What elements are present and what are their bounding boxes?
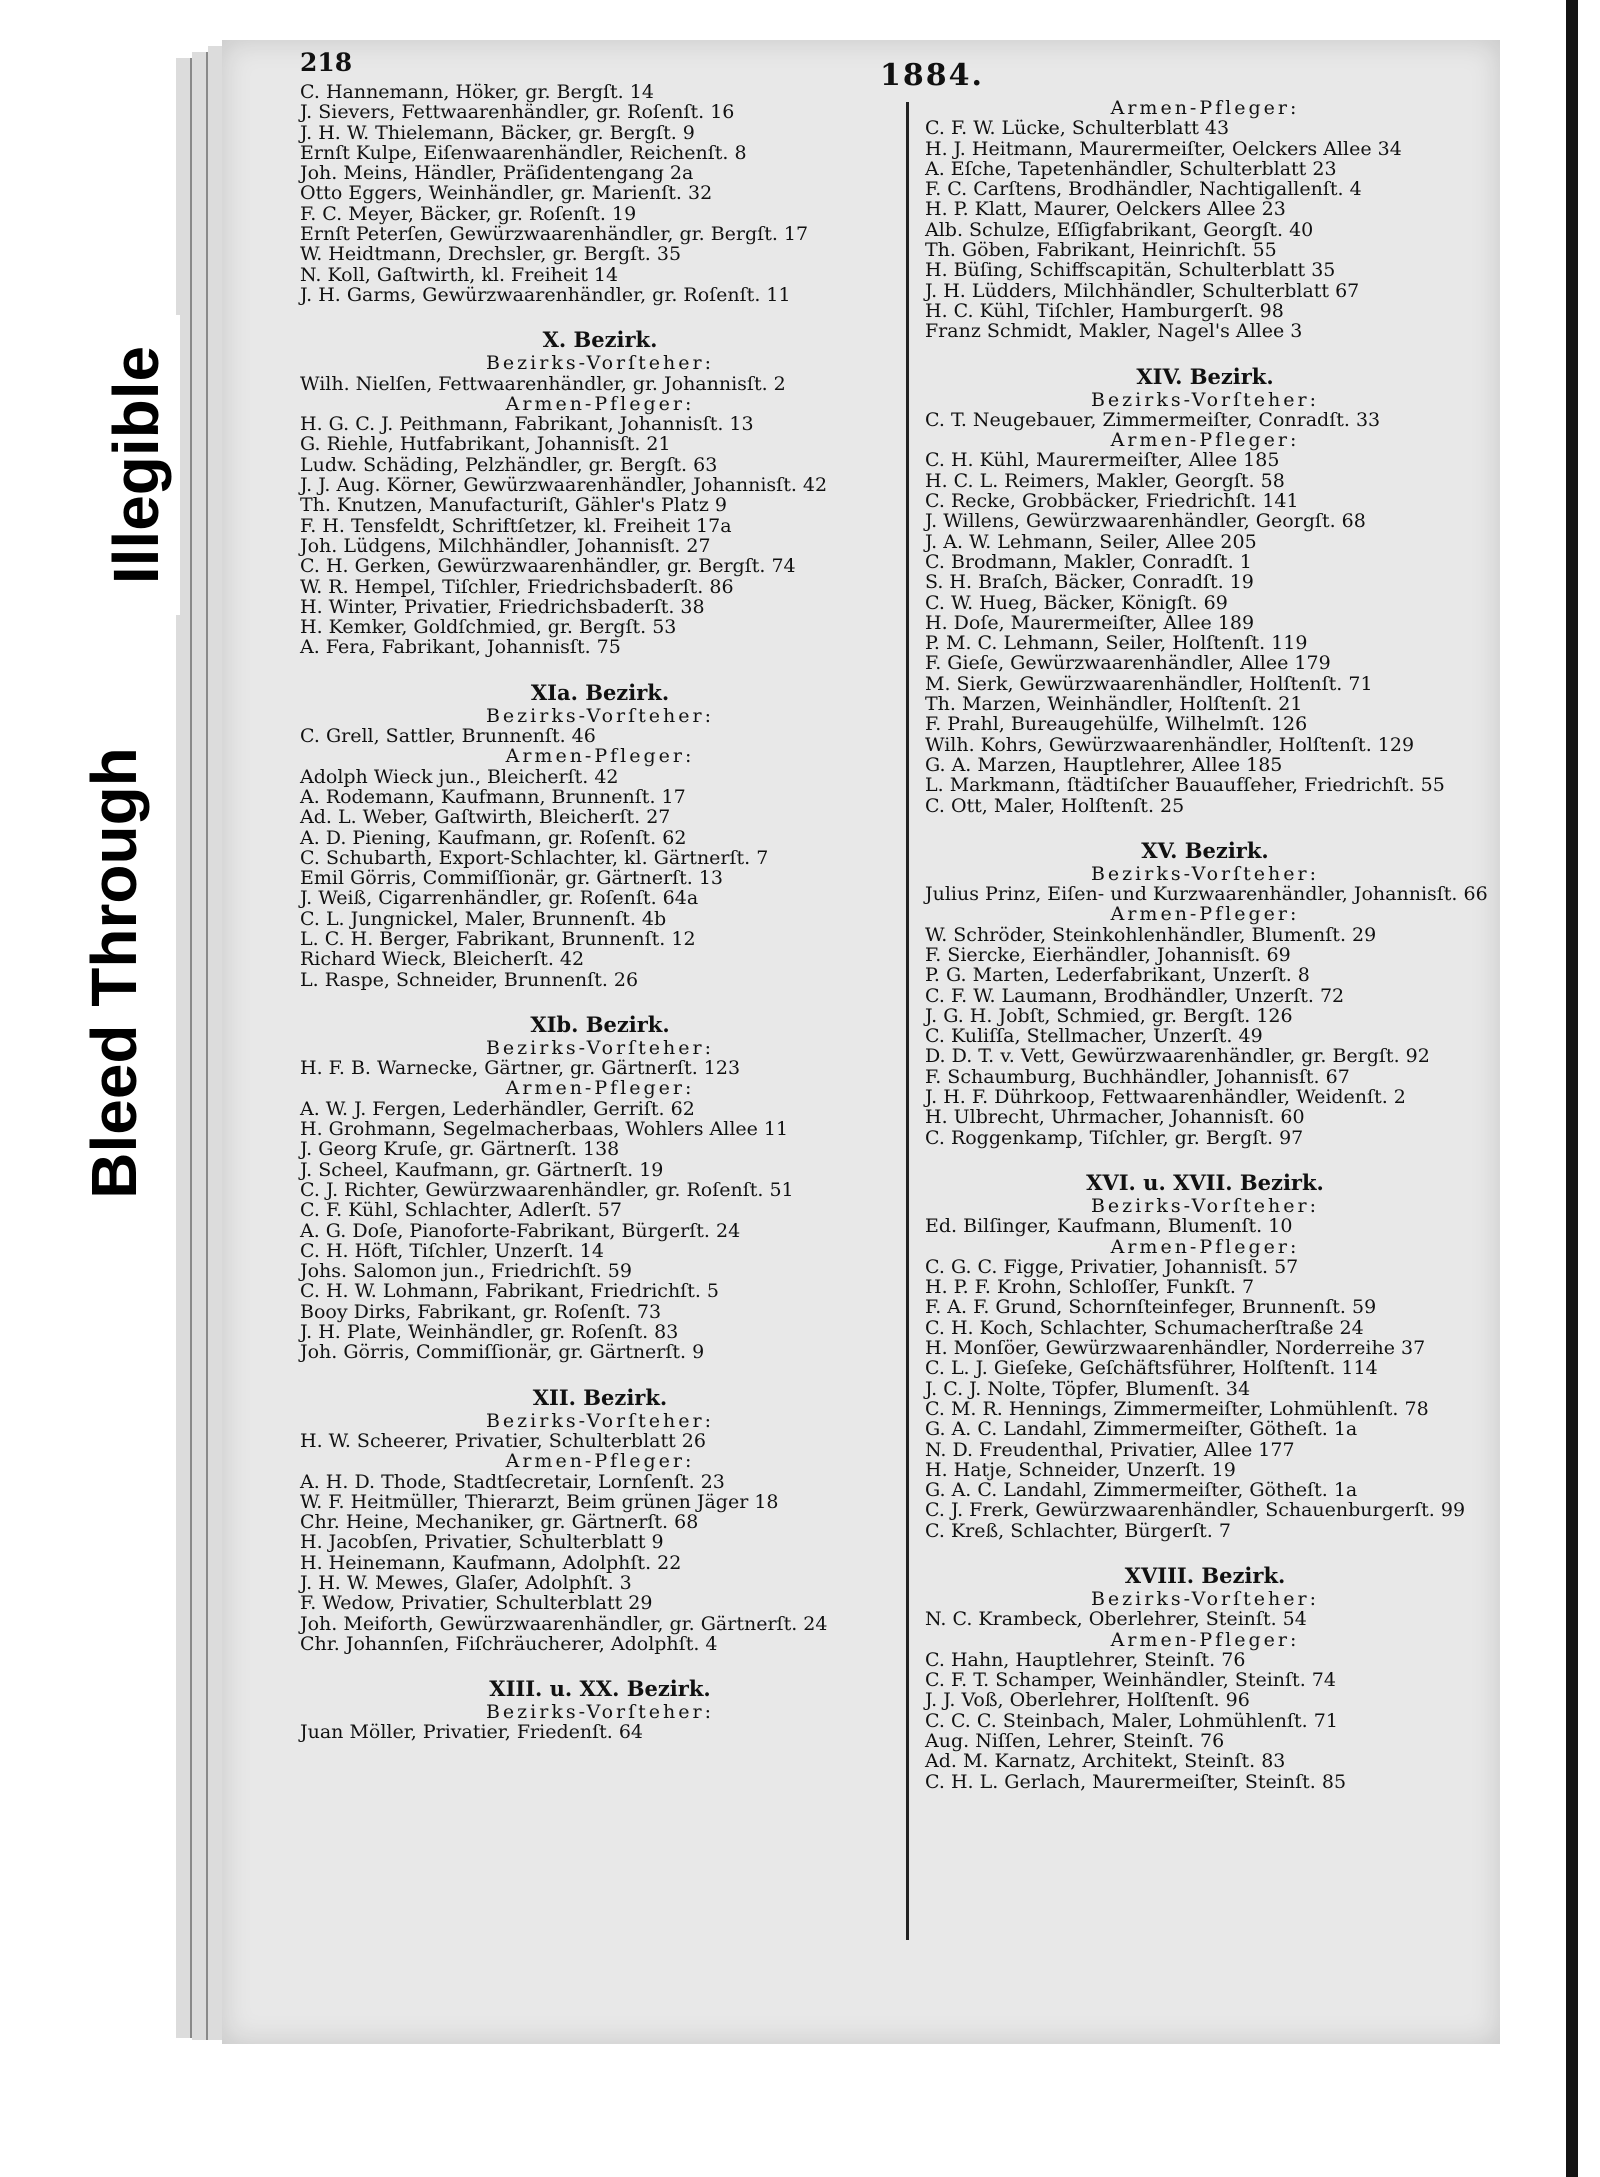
directory-entry: J. Weiß, Cigarrenhändler, gr. Roſenſt. 64a xyxy=(300,887,699,910)
section-spacer xyxy=(925,816,1485,838)
directory-entry: H. Heinemann, Kaufmann, Adolphſt. 22 xyxy=(300,1551,682,1574)
directory-entry: D. D. T. v. Vett, Gewürzwaarenhändler, gr. Bergſt. 92 xyxy=(925,1045,1430,1068)
directory-entry: H. W. Scheerer, Privatier, Schulterblatt 26 xyxy=(300,1429,706,1452)
directory-entry: Th. Knutzen, Manufacturiſt, Gähler's Platz 9 xyxy=(300,494,728,517)
directory-entry: C. L. J. Gieſeke, Geſchäftsführer, Holſtenſt. 114 xyxy=(925,1357,1378,1380)
directory-entry: G. A. C. Landahl, Zimmermeiſter, Götheſt. 1a xyxy=(925,1418,1358,1441)
directory-entry: F. H. Tensfeldt, Schriftſetzer, kl. Freiheit 17a xyxy=(300,514,732,537)
role-heading: Bezirks-Vorſteher: xyxy=(1090,1588,1320,1610)
directory-entry: Ed. Bilſinger, Kaufmann, Blumenſt. 10 xyxy=(925,1215,1293,1238)
directory-entry: F. C. Carſtens, Brodhändler, Nachtigallenſt. 4 xyxy=(925,178,1362,201)
directory-entry: N. D. Freudenthal, Privatier, Allee 177 xyxy=(925,1438,1295,1461)
directory-entry: P. M. C. Lehmann, Seiler, Holſtenſt. 119 xyxy=(925,632,1308,655)
district-heading: XVIII. Bezirk. xyxy=(1124,1563,1286,1588)
directory-entry: C. J. Richter, Gewürzwaarenhändler, gr. Roſenſt. 51 xyxy=(300,1178,794,1201)
page-stack-edge xyxy=(192,52,208,2040)
directory-entry: J. J. Aug. Körner, Gewürzwaarenhändler, Johannisſt. 42 xyxy=(300,474,828,497)
directory-entry: F. Siercke, Eierhändler, Johannisſt. 69 xyxy=(925,943,1291,966)
directory-entry: J. J. Voß, Oberlehrer, Holſtenſt. 96 xyxy=(925,1689,1250,1712)
directory-entry: Richard Wieck, Bleicherſt. 42 xyxy=(300,948,585,971)
section-spacer xyxy=(925,1148,1485,1170)
column-divider xyxy=(906,102,909,1940)
directory-entry: Joh. Meins, Händler, Präſidentengang 2a xyxy=(300,162,694,185)
directory-entry: J. A. W. Lehmann, Seiler, Allee 205 xyxy=(925,530,1257,553)
directory-entry: H. Kemker, Goldſchmied, gr. Bergſt. 53 xyxy=(300,616,677,639)
directory-entry: J. C. J. Nolte, Töpfer, Blumenſt. 34 xyxy=(925,1377,1251,1400)
section-spacer xyxy=(300,658,900,680)
directory-entry: A. W. J. Fergen, Lederhändler, Gerriſt. 62 xyxy=(300,1097,695,1120)
directory-entry: J. H. F. Dührkoop, Fettwaarenhändler, Weidenſt. 2 xyxy=(925,1086,1406,1109)
directory-entry: Johs. Salomon jun., Friedrichſt. 59 xyxy=(300,1260,632,1283)
directory-entry: F. C. Meyer, Bäcker, gr. Roſenſt. 19 xyxy=(300,202,637,225)
district-heading: XIa. Bezirk. xyxy=(530,679,670,705)
role-heading: Armen-Pfleger: xyxy=(1110,1235,1300,1258)
district-heading: XVI. u. XVII. Bezirk. xyxy=(1086,1169,1324,1195)
directory-entry: L. Markmann, ſtädtiſcher Bauaufſeher, Friedrichſt. 55 xyxy=(925,774,1445,797)
directory-entry: Joh. Görris, Commiſſionär, gr. Gärtnerſt. 9 xyxy=(300,1341,705,1364)
page-year: 1884. xyxy=(880,58,984,93)
illegible-stamp-label: Illegible xyxy=(100,345,172,585)
district-heading: XII. Bezirk. xyxy=(532,1384,668,1410)
directory-entry: C. C. C. Steinbach, Maler, Lohmühlenſt. 71 xyxy=(925,1709,1338,1732)
directory-entry: S. H. Braſch, Bäcker, Conradſt. 19 xyxy=(925,571,1254,594)
book-spine-edge xyxy=(1566,0,1578,2177)
directory-entry: C. Brodmann, Makler, Conradſt. 1 xyxy=(925,550,1252,573)
right-column xyxy=(925,97,1488,1793)
directory-entry: A. D. Piening, Kaufmann, gr. Roſenſt. 62 xyxy=(300,826,687,849)
role-heading: Bezirks-Vorſteher: xyxy=(485,1409,715,1432)
directory-entry: C. F. Kühl, Schlachter, Adlerſt. 57 xyxy=(300,1199,622,1222)
directory-entry: H. G. C. J. Peithmann, Fabrikant, Johannisſt. 13 xyxy=(300,413,754,436)
directory-entry: G. A. Marzen, Hauptlehrer, Allee 185 xyxy=(925,753,1283,776)
district-heading: X. Bezirk. xyxy=(542,327,658,353)
directory-entry: Juan Möller, Privatier, Friedenſt. 64 xyxy=(300,1721,644,1744)
directory-entry: Otto Eggers, Weinhändler, gr. Marienſt. 32 xyxy=(300,182,713,205)
directory-entry: W. R. Hempel, Tiſchler, Friedrichsbaderſt. 86 xyxy=(300,575,734,598)
directory-entry: J. Georg Kruſe, gr. Gärtnerſt. 138 xyxy=(300,1138,620,1161)
directory-entry: A. Fera, Fabrikant, Johannisſt. 75 xyxy=(300,636,621,659)
directory-entry: C. Recke, Grobbäcker, Friedrichſt. 141 xyxy=(925,490,1299,513)
directory-entry: W. Heidtmann, Drechsler, gr. Bergſt. 35 xyxy=(300,243,682,266)
directory-entry: J. H. Plate, Weinhändler, gr. Roſenſt. 83 xyxy=(300,1321,679,1344)
directory-entry: Emil Görris, Commiſſionär, gr. Gärtnerſt. 13 xyxy=(300,867,724,890)
directory-entry: Ad. M. Karnatz, Architekt, Steinſt. 83 xyxy=(925,1750,1286,1773)
directory-entry: H. Monſöer, Gewürzwaarenhändler, Norderreihe 37 xyxy=(925,1337,1426,1360)
directory-entry: C. J. Frerk, Gewürzwaarenhändler, Schauenburgerſt. 99 xyxy=(925,1499,1466,1522)
directory-entry: N. C. Krambeck, Oberlehrer, Steinſt. 54 xyxy=(925,1608,1307,1631)
district-heading: XIII. u. XX. Bezirk. xyxy=(489,1676,711,1702)
directory-entry: C. Roggenkamp, Tiſchler, gr. Bergſt. 97 xyxy=(925,1126,1304,1149)
directory-entry: C. Grell, Sattler, Brunnenſt. 46 xyxy=(300,725,596,748)
directory-entry: J. H. W. Thielemann, Bäcker, gr. Bergſt. 9 xyxy=(300,121,695,144)
directory-entry: C. T. Neugebauer, Zimmermeiſter, Conradſt. 33 xyxy=(925,408,1381,431)
directory-entry: J. H. Lüdders, Milchhändler, Schulterblatt 67 xyxy=(925,279,1360,302)
directory-entry: J. H. Garms, Gewürzwaarenhändler, gr. Roſenſt. 11 xyxy=(300,283,791,306)
directory-entry: F. Gieſe, Gewürzwaarenhändler, Allee 179 xyxy=(925,652,1331,675)
directory-entry: J. Scheel, Kaufmann, gr. Gärtnerſt. 19 xyxy=(300,1158,664,1181)
directory-entry: C. H. Koch, Schlachter, Schumacherſtraße 24 xyxy=(925,1316,1364,1339)
directory-entry: C. H. L. Gerlach, Maurermeiſter, Steinſt. 85 xyxy=(925,1770,1347,1793)
role-heading: Bezirks-Vorſteher: xyxy=(485,352,715,375)
directory-entry: Booy Dirks, Fabrikant, gr. Roſenſt. 73 xyxy=(300,1300,662,1323)
directory-entry: Th. Göben, Fabrikant, Heinrichſt. 55 xyxy=(925,239,1277,262)
directory-entry: H. C. Kühl, Tiſchler, Hamburgerſt. 98 xyxy=(925,299,1284,322)
role-heading: Bezirks-Vorſteher: xyxy=(1090,1194,1320,1217)
directory-entry: H. F. B. Warnecke, Gärtner, gr. Gärtnerſt. 123 xyxy=(300,1057,741,1080)
page-number: 218 xyxy=(300,48,353,77)
bleed-through-stamp xyxy=(55,718,173,1228)
directory-entry: F. A. F. Grund, Schornſteinfeger, Brunnenſt. 59 xyxy=(925,1296,1377,1319)
role-heading: Armen-Pfleger: xyxy=(505,745,695,768)
directory-entry: C. H. Kühl, Maurermeiſter, Allee 185 xyxy=(925,449,1280,472)
directory-entry: C. Hannemann, Höker, gr. Bergſt. 14 xyxy=(300,81,654,103)
section-spacer xyxy=(925,1541,1485,1563)
section-spacer xyxy=(925,342,1485,364)
directory-entry: A. G. Doſe, Pianoforte-Fabrikant, Bürgerſt. 24 xyxy=(300,1219,741,1242)
directory-entry: J. G. H. Jobſt, Schmied, gr. Bergſt. 126 xyxy=(925,1004,1293,1027)
directory-entry: H. Hatje, Schneider, Unzerſt. 19 xyxy=(925,1458,1236,1481)
directory-entry: C. H. Gerken, Gewürzwaarenhändler, gr. Bergſt. 74 xyxy=(300,555,796,578)
role-heading: Armen-Pfleger: xyxy=(505,1450,695,1473)
directory-entry: W. F. Heitmüller, Thierarzt, Beim grünen Jäger 18 xyxy=(300,1490,779,1513)
directory-entry: Julius Prinz, Eiſen- und Kurzwaarenhändler, Johannisſt. 66 xyxy=(925,883,1488,906)
directory-entry: A. Eſche, Tapetenhändler, Schulterblatt 23 xyxy=(925,157,1337,180)
illegible-stamp xyxy=(92,315,180,615)
directory-entry: Adolph Wieck jun., Bleicherſt. 42 xyxy=(300,765,619,788)
district-heading: XV. Bezirk. xyxy=(1141,837,1269,863)
left-column xyxy=(300,82,900,1743)
role-heading: Bezirks-Vorſteher: xyxy=(1090,862,1320,885)
directory-entry: H. Doſe, Maurermeiſter, Allee 189 xyxy=(925,611,1255,634)
directory-entry: Wilh. Nielſen, Fettwaarenhändler, gr. Johannisſt. 2 xyxy=(300,372,786,395)
district-heading: XIV. Bezirk. xyxy=(1136,363,1274,389)
directory-entry: H. Büſing, Schiffscapitän, Schulterblatt 35 xyxy=(925,259,1336,282)
bleed-through-stamp-label: Bleed Through xyxy=(78,747,150,1199)
directory-entry: C. Kreß, Schlachter, Bürgerſt. 7 xyxy=(925,1519,1231,1542)
directory-entry: H. C. L. Reimers, Makler, Georgſt. 58 xyxy=(925,469,1285,492)
role-heading: Bezirks-Vorſteher: xyxy=(1090,388,1320,411)
directory-entry: M. Sierk, Gewürzwaarenhändler, Holſtenſt. 71 xyxy=(925,672,1373,695)
directory-entry: C. H. Höft, Tiſchler, Unzerſt. 14 xyxy=(300,1239,604,1262)
directory-entry: C. H. W. Lohmann, Fabrikant, Friedrichſt. 5 xyxy=(300,1280,720,1303)
role-heading: Bezirks-Vorſteher: xyxy=(485,1036,715,1059)
directory-entry: N. Koll, Gaſtwirth, kl. Freiheit 14 xyxy=(300,263,619,286)
directory-entry: W. Schröder, Steinkohlenhändler, Blumenſt. 29 xyxy=(925,923,1377,946)
directory-entry: G. Riehle, Hutfabrikant, Johannisſt. 21 xyxy=(300,433,671,456)
role-heading: Bezirks-Vorſteher: xyxy=(485,1701,715,1724)
directory-entry: Alb. Schulze, Eſſigfabrikant, Georgſt. 40 xyxy=(925,218,1314,241)
role-heading: Armen-Pfleger: xyxy=(1110,429,1300,452)
directory-entry: C. Schubarth, Export-Schlachter, kl. Gärtnerſt. 7 xyxy=(300,846,769,869)
directory-entry: Chr. Johannſen, Fiſchräucherer, Adolphſt. 4 xyxy=(300,1632,718,1655)
directory-entry: J. Willens, Gewürzwaarenhändler, Georgſt. 68 xyxy=(925,510,1366,533)
directory-entry: Ludw. Schäding, Pelzhändler, gr. Bergſt. 63 xyxy=(300,453,718,476)
directory-entry: L. C. H. Berger, Fabrikant, Brunnenſt. 12 xyxy=(300,927,696,950)
directory-entry: Wilh. Kohrs, Gewürzwaarenhändler, Holſtenſt. 129 xyxy=(925,733,1415,756)
directory-entry: J. Sievers, Fettwaarenhändler, gr. Roſenſt. 16 xyxy=(300,101,735,124)
directory-entry: Joh. Meiforth, Gewürzwaarenhändler, gr. Gärtnerſt. 24 xyxy=(300,1612,828,1635)
directory-entry: Ernſt Kulpe, Eiſenwaarenhändler, Reichenſt. 8 xyxy=(300,141,747,164)
role-heading: Armen-Pfleger: xyxy=(505,1077,695,1100)
directory-entry: P. G. Marten, Lederfabrikant, Unzerſt. 8 xyxy=(925,964,1310,987)
directory-entry: C. Hahn, Hauptlehrer, Steinſt. 76 xyxy=(925,1648,1246,1671)
directory-entry: H. J. Heitmann, Maurermeiſter, Oelckers Allee 34 xyxy=(925,137,1402,160)
directory-entry: A. H. D. Thode, Stadtſecretair, Lornſenſt. 23 xyxy=(300,1470,725,1493)
directory-entry: C. F. W. Lücke, Schulterblatt 43 xyxy=(925,117,1230,140)
directory-entry: Joh. Lüdgens, Milchhändler, Johannisſt. 27 xyxy=(300,534,711,557)
directory-entry: F. Wedow, Privatier, Schulterblatt 29 xyxy=(300,1592,653,1615)
section-spacer xyxy=(300,1363,900,1385)
role-heading: Armen-Pfleger: xyxy=(1110,97,1300,119)
directory-entry: F. Prahl, Bureaugehülfe, Wilhelmſt. 126 xyxy=(925,713,1308,736)
directory-entry: Ernſt Peterſen, Gewürzwaarenhändler, gr. Bergſt. 17 xyxy=(300,223,809,246)
district-heading: XIb. Bezirk. xyxy=(530,1011,670,1037)
directory-entry: C. Ott, Maler, Holſtenſt. 25 xyxy=(925,794,1185,817)
role-heading: Armen-Pfleger: xyxy=(1110,1628,1300,1651)
directory-entry: H. Jacobſen, Privatier, Schulterblatt 9 xyxy=(300,1531,664,1554)
directory-entry: Franz Schmidt, Makler, Nagel's Allee 3 xyxy=(925,320,1303,343)
directory-entry: H. Grohmann, Segelmacherbaas, Wohlers Allee 11 xyxy=(300,1118,789,1141)
directory-entry: Ad. L. Weber, Gaſtwirth, Bleicherſt. 27 xyxy=(300,806,671,829)
role-heading: Bezirks-Vorſteher: xyxy=(485,704,715,727)
directory-entry: J. H. W. Mewes, Glaſer, Adolphſt. 3 xyxy=(300,1572,632,1594)
directory-entry: G. A. C. Landahl, Zimmermeiſter, Götheſt. 1a xyxy=(925,1479,1358,1502)
directory-entry: H. Ulbrecht, Uhrmacher, Johannisſt. 60 xyxy=(925,1106,1305,1129)
role-heading: Armen-Pfleger: xyxy=(1110,903,1300,926)
directory-entry: C. W. Hueg, Bäcker, Königſt. 69 xyxy=(925,591,1228,614)
directory-entry: C. F. T. Schamper, Weinhändler, Steinſt. 74 xyxy=(925,1669,1336,1692)
directory-entry: Aug. Niſſen, Lehrer, Steinſt. 76 xyxy=(925,1730,1225,1753)
directory-entry: F. Schaumburg, Buchhändler, Johannisſt. 67 xyxy=(925,1065,1350,1088)
directory-entry: H. P. Klatt, Maurer, Oelckers Allee 23 xyxy=(925,198,1286,221)
directory-entry: H. P. F. Krohn, Schloſſer, Funkſt. 7 xyxy=(925,1276,1255,1299)
directory-entry: C. G. C. Figge, Privatier, Johannisſt. 57 xyxy=(925,1255,1299,1278)
section-spacer xyxy=(300,1654,900,1676)
section-spacer xyxy=(300,305,900,327)
directory-entry: H. Winter, Privatier, Friedrichsbaderſt. 38 xyxy=(300,595,705,618)
directory-entry: C. L. Jungnickel, Maler, Brunnenſt. 4b xyxy=(300,907,667,930)
directory-entry: C. M. R. Hennings, Zimmermeiſter, Lohmühlenſt. 78 xyxy=(925,1397,1429,1420)
directory-entry: C. Kuliſſa, Stellmacher, Unzerſt. 49 xyxy=(925,1025,1263,1048)
right-margin xyxy=(1500,0,1600,2177)
role-heading: Armen-Pfleger: xyxy=(505,392,695,415)
directory-entry: L. Raspe, Schneider, Brunnenſt. 26 xyxy=(300,968,639,991)
section-spacer xyxy=(300,990,900,1012)
directory-entry: Th. Marzen, Weinhändler, Holſtenſt. 21 xyxy=(925,693,1303,716)
directory-entry: A. Rodemann, Kaufmann, Brunnenſt. 17 xyxy=(300,785,686,808)
directory-entry: C. F. W. Laumann, Brodhändler, Unzerſt. 72 xyxy=(925,984,1345,1007)
directory-entry: Chr. Heine, Mechaniker, gr. Gärtnerſt. 68 xyxy=(300,1511,699,1534)
